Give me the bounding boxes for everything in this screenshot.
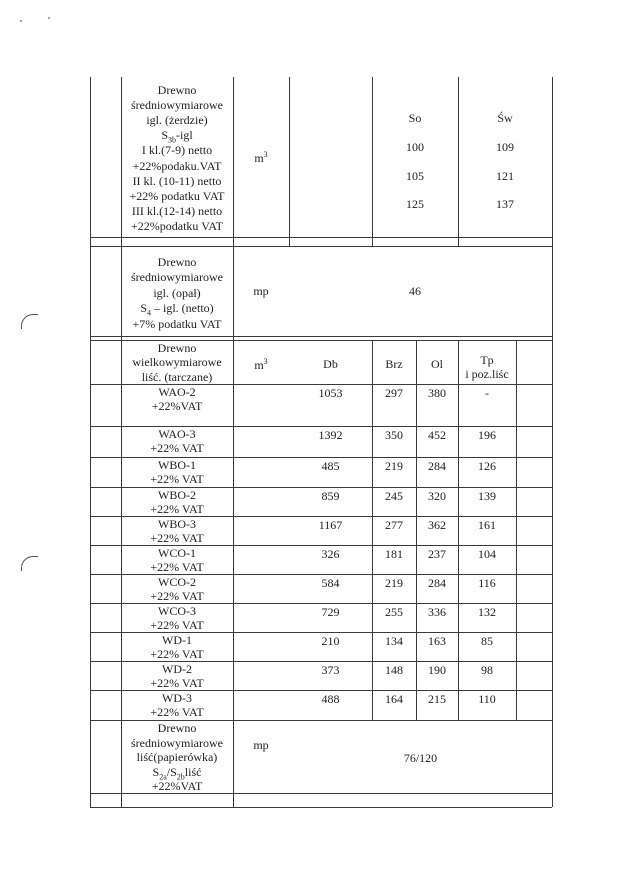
section1-sw-value: 109 [496, 140, 514, 154]
section1-label-line: +22% podatku VAT [129, 188, 225, 203]
section3-label-line: Drewno [157, 341, 197, 355]
row-name: WBO-3 [158, 517, 196, 531]
punch-hole-mark [21, 556, 38, 571]
section1-header-sw: Św [497, 111, 513, 125]
row-db: 584 [321, 576, 340, 590]
row-db: 373 [321, 663, 340, 677]
section1-so-value: 100 [406, 140, 424, 154]
row-name: WD-2 [162, 662, 192, 676]
column-rule [458, 77, 459, 247]
section4-unit: mp [253, 738, 269, 752]
section1-sw-value: 121 [496, 169, 514, 183]
row-vat: +22% VAT [150, 531, 204, 545]
row-tp: 196 [478, 428, 496, 442]
row-name: WCO-2 [158, 575, 196, 589]
row-name: WAO-2 [158, 385, 196, 399]
row-db: 485 [321, 459, 340, 473]
column-rule [289, 77, 290, 247]
row-vat: +22% VAT [150, 472, 204, 486]
section1-so-value: 125 [406, 197, 424, 211]
row-ol: 380 [428, 386, 446, 400]
row-ol: 336 [428, 605, 446, 619]
row-db: 326 [321, 547, 340, 561]
row-name: WBO-2 [158, 488, 196, 502]
row-name: WCO-3 [158, 604, 196, 618]
row-db: 210 [321, 634, 340, 648]
header-tp: Tp [480, 353, 494, 367]
column-rule [233, 77, 234, 807]
scan-speck [20, 20, 22, 22]
row-tp: 161 [478, 518, 496, 532]
section4-label-line: +22%VAT [151, 779, 203, 794]
row-ol: 284 [428, 459, 446, 473]
row-name: WAO-3 [158, 427, 196, 441]
section1-label-line: +22%podaku.VAT [132, 158, 222, 173]
row-brz: 181 [385, 547, 403, 561]
row-vat: +22% VAT [150, 441, 204, 455]
section1-sw-value: 137 [496, 197, 514, 211]
row-ol: 284 [428, 576, 446, 590]
scan-speck [48, 17, 50, 19]
row-brz: 134 [385, 634, 403, 648]
row-separator [90, 246, 552, 247]
section1-label-line: średniowymiarowe [131, 98, 223, 113]
row-ol: 362 [428, 518, 446, 532]
table-right-border [552, 77, 553, 807]
section1-so-value: 105 [406, 169, 424, 183]
table-left-border [90, 77, 91, 807]
section4-label-line: średniowymiarowe [131, 735, 223, 750]
row-vat: +22%VAT [151, 399, 203, 413]
section1-label-line: Drewno [157, 83, 197, 97]
row-vat: +22% VAT [150, 705, 204, 719]
row-name: WD-3 [162, 691, 192, 705]
row-db: 488 [321, 692, 340, 706]
row-brz: 219 [385, 576, 403, 590]
punch-hole-mark [21, 314, 38, 329]
section1-label-line: igl. (żerdzie) [146, 113, 208, 128]
row-brz: 245 [385, 489, 403, 503]
row-brz: 219 [385, 459, 403, 473]
row-vat: +22% VAT [150, 560, 204, 574]
column-rule [372, 77, 373, 247]
header-brz: Brz [385, 357, 403, 371]
row-brz: 297 [385, 386, 403, 400]
section1-label-line: I kl.(7-9) netto [141, 143, 213, 158]
section3-unit: $m^3$ [254, 357, 268, 372]
header-db: Db [323, 357, 338, 371]
section1-unit: $m^3$ [254, 150, 268, 165]
row-brz: 148 [385, 663, 403, 677]
row-name: WD-1 [162, 633, 192, 647]
row-vat: +22% VAT [150, 502, 204, 516]
row-name: WCO-1 [158, 546, 196, 560]
section2-label-line: $S_4$ – igl. (netto) [140, 301, 214, 318]
section1-header-so: So [408, 111, 422, 125]
row-vat: +22% VAT [150, 647, 204, 661]
row-tp: 132 [478, 605, 496, 619]
header-ol: Ol [431, 357, 443, 371]
row-tp: 110 [478, 692, 496, 706]
row-separator [90, 336, 552, 337]
row-db: 729 [321, 605, 340, 619]
row-vat: +22% VAT [150, 676, 204, 690]
row-brz: 164 [385, 692, 403, 706]
row-ol: 237 [428, 547, 446, 561]
section4-label-line: Drewno [157, 721, 197, 735]
section2-unit: mp [253, 284, 269, 298]
row-db: 1167 [318, 518, 343, 532]
row-vat: +22% VAT [150, 589, 204, 603]
section2-label-line: Drewno [157, 255, 197, 269]
row-ol: 320 [428, 489, 446, 503]
row-vat: +22% VAT [150, 618, 204, 632]
header-tp-sub: i poz.liśc [465, 367, 509, 381]
row-brz: 277 [385, 518, 403, 532]
row-tp: 116 [478, 576, 496, 590]
row-ol: 190 [428, 663, 446, 677]
section2-value: 46 [409, 284, 421, 298]
section1-label-line: III kl.(12-14) netto [131, 203, 223, 218]
row-tp: - [485, 386, 489, 400]
section4-label-line: $S_{2a}/S_{2b}liść$ [152, 764, 202, 782]
row-db: 1053 [318, 386, 343, 400]
row-ol: 163 [428, 634, 446, 648]
row-brz: 350 [385, 428, 403, 442]
section1-label-line: II kl. (10-11) netto [132, 173, 222, 188]
row-tp: 126 [478, 459, 496, 473]
row-tp: 139 [478, 489, 496, 503]
section4-label-line: liść(papierówka) [136, 750, 218, 765]
section2-label-line: igl. (opał) [153, 285, 201, 300]
row-db: 859 [321, 489, 340, 503]
row-ol: 452 [428, 428, 446, 442]
row-tp: 98 [481, 663, 493, 677]
section2-label-line: +7% podatku VAT [132, 316, 222, 331]
row-db: 1392 [318, 428, 343, 442]
row-ol: 215 [428, 692, 446, 706]
section4-value: 76/120 [403, 751, 438, 765]
row-name: WBO-1 [158, 458, 196, 472]
row-tp: 104 [478, 547, 496, 561]
row-tp: 85 [481, 634, 493, 648]
section2-label-line: średniowymiarowe [131, 270, 223, 285]
section1-label-line: +22%podatku VAT [131, 218, 223, 233]
table-bottom-border [90, 807, 552, 808]
section1-label-line: $S_{3b}$-igl [161, 128, 193, 145]
section3-label-line: wielkowymiarowe [132, 355, 222, 370]
section3-label-line: liść. (tarczane) [141, 369, 213, 384]
column-rule [516, 340, 517, 720]
row-brz: 255 [385, 605, 403, 619]
row-separator [90, 237, 552, 238]
